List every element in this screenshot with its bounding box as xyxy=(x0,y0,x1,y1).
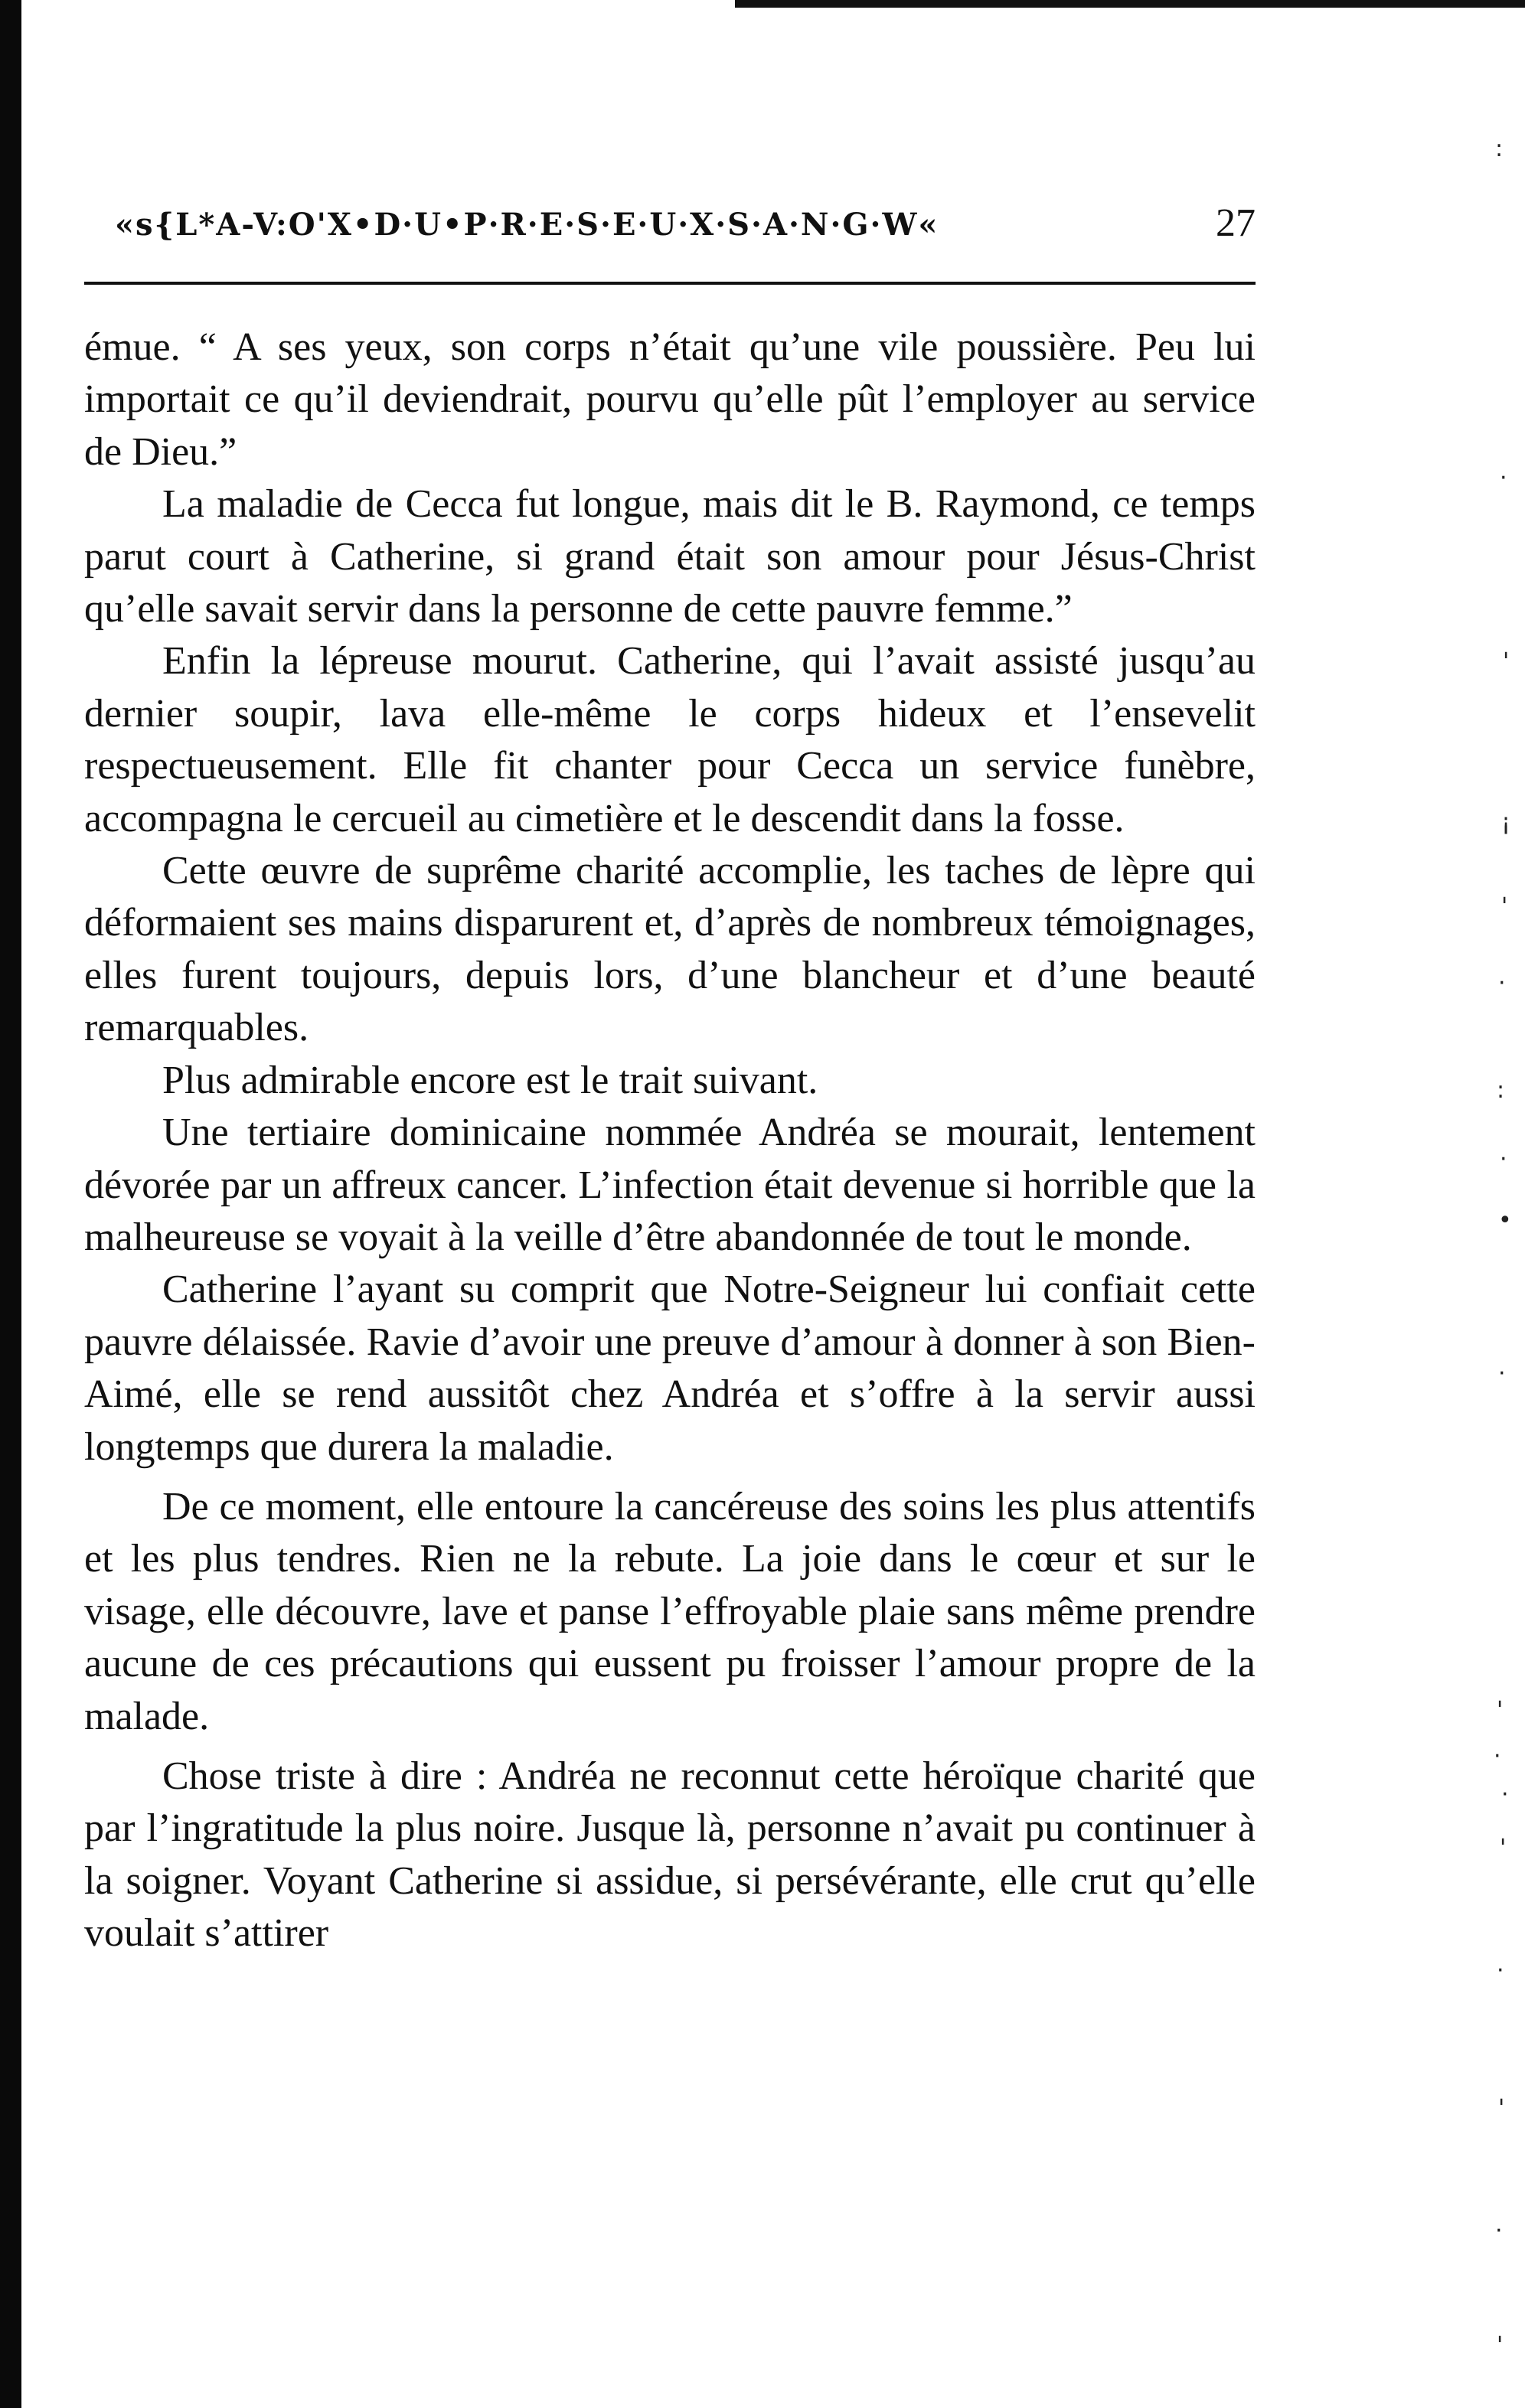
margin-speck: ' xyxy=(1497,1697,1504,1724)
page-number: 27 xyxy=(1216,201,1256,245)
margin-speck: · xyxy=(1500,465,1507,491)
book-spine-shadow xyxy=(0,0,21,2408)
body-text xyxy=(84,321,1256,1960)
paragraph: Plus admirable encore est le trait suivant. xyxy=(162,1058,818,1102)
margin-speck: • xyxy=(1498,1207,1512,1234)
margin-speck: · xyxy=(1498,970,1506,997)
page-header xyxy=(115,201,1256,254)
paragraph: Catherine l’ayant su comprit que Notre-Seigneur lui confiait cette pauvre délaissée. Ravie d’avoir une preuve d’amour à donner à son Bien-Aimé, elle se rend aussitôt chez Andréa et s’offre à la servir aussi longtemps que durera la maladie. xyxy=(84,1268,1256,1469)
margin-speck: : xyxy=(1495,135,1504,162)
margin-speck: · xyxy=(1498,1360,1506,1387)
margin-speck: ' xyxy=(1503,648,1510,675)
margin-speck: ' xyxy=(1501,893,1508,920)
margin-speck: · xyxy=(1495,2217,1503,2244)
paragraph: émue. “ A ses yeux, son corps n’était qu’une vile poussière. Peu lui importait ce qu’il deviendrait, pourvu qu’elle pût l’employer au service de Dieu.” xyxy=(84,325,1256,474)
margin-speck: ' xyxy=(1497,2332,1504,2359)
paragraph: Une tertiaire dominicaine nommée Andréa se mourait, lentement dévorée par un affreux cancer. L’infection était devenue si horrible que la malheureuse se voyait à la veille d’être abandonnée de tout le monde. xyxy=(84,1111,1256,1259)
top-edge-rule xyxy=(735,0,1525,8)
header-rule xyxy=(84,282,1256,285)
margin-speck: · xyxy=(1494,1743,1501,1770)
margin-speck: ' xyxy=(1500,1835,1507,1861)
paragraph: Chose triste à dire : Andréa ne reconnut cette héroïque charité que par l’ingratitude la plus noire. Jusque là, personne n’avait pu continuer à la soigner. Voyant Catherine si assidue, si persévérante, elle crut qu’elle voulait s’attirer xyxy=(84,1754,1256,1956)
margin-speck: · xyxy=(1500,1146,1507,1173)
right-margin-specks xyxy=(1489,0,1525,2408)
margin-speck: · xyxy=(1497,1957,1504,1984)
margin-speck: ¡ xyxy=(1501,809,1511,836)
paragraph: Cette œuvre de suprême charité accomplie, les taches de lèpre qui déformaient ses mains disparurent et, d’après de nombreux témoignages, elles furent toujours, depuis lors, d’une blancheur et d’une beauté remarquables. xyxy=(84,849,1256,1050)
paragraph: Enfin la lépreuse mourut. Catherine, qui l’avait assisté jusqu’au dernier soupir, lava elle-même le corps hideux et l’ensevelit respectueusement. Elle fit chanter pour Cecca un service funèbre, accompagna le cercueil au cimetière et le descendit dans la fosse. xyxy=(84,639,1256,840)
paragraph: De ce moment, elle entoure la cancéreuse des soins les plus attentifs et les plus tendres. Rien ne la rebute. La joie dans le cœur et sur le visage, elle découvre, lave et panse l’effroyable plaie sans même prendre aucune de ces précautions qui eussent pu froisser l’amour propre de la malade. xyxy=(84,1484,1256,1738)
margin-speck: · xyxy=(1501,1781,1509,1808)
margin-speck: : xyxy=(1497,1077,1505,1104)
margin-speck: ' xyxy=(1498,2095,1505,2122)
running-head: «s{L*A-V:O'X•D·U•P·R·E·S·E·U·X·S·A·N·G·W« xyxy=(115,207,939,243)
paragraph: La maladie de Cecca fut longue, mais dit le B. Raymond, ce temps parut court à Catherine, si grand était son amour pour Jésus-Christ qu’elle savait servir dans la personne de cette pauvre femme.” xyxy=(84,482,1256,631)
